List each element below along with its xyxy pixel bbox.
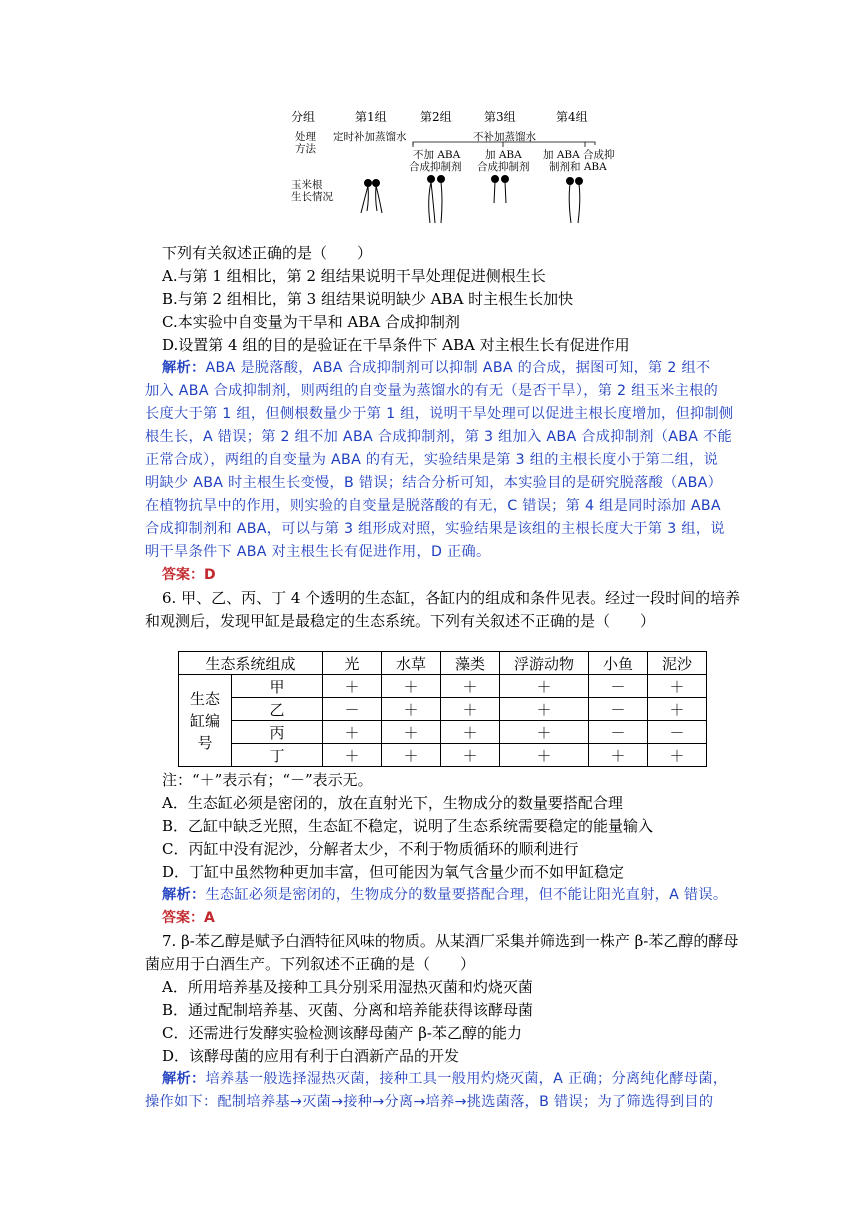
q7-option-d: D．该酵母菌的应用有利于白酒新产品的开发	[162, 1047, 460, 1065]
col-fish: 小鱼	[589, 652, 648, 675]
q7-analysis-line-2: 操作如下：配制培养基→灭菌→接种→分离→培养→挑选菌落，B 错误；为了筛选得到目的	[145, 1094, 714, 1110]
fig-header-g4: 第4组	[556, 110, 588, 124]
q5-option-d: D.设置第 4 组的目的是验证在干旱条件下 ABA 对主根生长有促进作用	[162, 336, 630, 354]
q6-answer: 答案：A	[162, 910, 215, 926]
fig-header-group: 分组	[291, 110, 316, 124]
ecosystem-table	[178, 651, 707, 767]
q6-option-c: C．丙缸中没有泥沙，分解者太少，不利于物质循环的顺利进行	[162, 840, 579, 858]
q7-stem-2: 菌应用于白酒生产。下列叙述不正确的是（ ）	[145, 955, 476, 973]
fig-treatment-g234: 不补加蒸馏水	[473, 131, 536, 143]
q5-analysis-line-8: 合成抑制剂和 ABA，可以与第 3 组形成对照，实验结果是该组的主根长度大于第 3 组，说	[145, 521, 725, 537]
table-header-row	[179, 652, 707, 675]
q5-analysis-line-7: 在植物抗旱中的作用，则实验的自变量是脱落酸的有无，C 错误；第 4 组是同时添加 ABA	[145, 498, 721, 514]
q5-analysis-label: 解析：	[162, 360, 206, 376]
q5-stem: 下列有关叙述正确的是（ ）	[162, 244, 373, 262]
q6-stem-1: 6. 甲、乙、丙、丁 4 个透明的生态缸，各缸内的组成和条件见表。经过一段时间的培养	[162, 589, 741, 607]
q5-analysis-line-4: 根生长，A 错误；第 2 组不加 ABA 合成抑制剂，第 3 组加入 ABA 合成抑制剂（ABA 不能	[145, 429, 733, 445]
root-g3	[492, 176, 509, 204]
fig-drawing	[285, 105, 615, 230]
root-g4	[567, 178, 583, 224]
table-row: 丙 ＋ ＋ ＋ ＋ － －	[179, 721, 707, 744]
root-g1	[361, 180, 382, 214]
q6-option-d: D．丁缸中虽然物种更加丰富，但可能因为氧气含量少而不如甲缸稳定	[162, 863, 625, 881]
q5-option-b: B.与第 2 组相比，第 3 组结果说明缺少 ABA 时主根生长加快	[162, 290, 574, 308]
q5-analysis-line-1: 解析：ABA 是脱落酸，ABA 合成抑制剂可以抑制 ABA 的合成，据图可知，第 2 组不	[162, 360, 711, 376]
table-row: 丁 ＋ ＋ ＋ ＋ ＋ ＋	[179, 744, 707, 767]
q7-option-b: B．通过配制培养基、灭菌、分离和培养能获得该酵母菌	[162, 1001, 534, 1019]
fig-treatment-g1: 定时补加蒸馏水	[333, 131, 407, 143]
q6-stem-2: 和观测后，发现甲缸是最稳定的生态系统。下列有关叙述不正确的是（ ）	[145, 612, 656, 630]
fig-header-g3: 第3组	[484, 110, 516, 124]
q5-option-c: C.本实验中自变量为干旱和 ABA 合成抑制剂	[162, 313, 460, 331]
root-g2	[428, 176, 445, 224]
col-zooplankton: 浮游动物	[500, 652, 589, 675]
fig-header-g1: 第1组	[355, 110, 387, 124]
q7-stem-1: 7. β-苯乙醇是赋予白酒特征风味的物质。从某酒厂采集并筛选到一株产 β-苯乙醇的酵母	[162, 932, 739, 950]
q7-option-c: C．还需进行发酵实验检测该酵母菌产 β-苯乙醇的能力	[162, 1024, 522, 1042]
fig-root-label-2: 生长情况	[291, 191, 333, 203]
col-silt: 泥沙	[648, 652, 707, 675]
q6-option-a: A．生态缸必须是密闭的，放在直射光下，生物成分的数量要搭配合理	[162, 794, 623, 812]
fig-sub-g4-2: 制剂和 ABA	[549, 161, 607, 173]
fig-sub-g2-1: 不加 ABA	[413, 149, 461, 161]
q5-analysis-line-9: 明干旱条件下 ABA 对主根生长有促进作用，D 正确。	[145, 544, 491, 560]
fig-treatment-label-1: 处理	[295, 131, 316, 143]
q5-analysis-line-5: 正常合成），两组的自变量为 ABA 的有无，实验结果是第 3 组的主根长度小于第二组，说	[145, 452, 719, 468]
q7-analysis-line-1: 解析：培养基一般选择湿热灭菌，接种工具一般用灼烧灭菌，A 正确；分离纯化酵母菌，	[162, 1071, 728, 1087]
experiment-figure	[285, 105, 615, 230]
fig-sub-g3-2: 合成抑制剂	[477, 161, 530, 173]
col-light: 光	[323, 652, 382, 675]
col-waterweed: 水草	[382, 652, 441, 675]
fig-sub-g4-1: 加 ABA 合成抑	[543, 149, 615, 161]
fig-treatment-label-2: 方法	[295, 143, 316, 155]
fig-header-g2: 第2组	[420, 110, 452, 124]
q5-analysis-line-3: 长度大于第 1 组，但侧根数量少于第 1 组，说明干旱处理可以促进主根长度增加，但抑制侧	[145, 406, 734, 422]
q6-analysis: 解析：生态缸必须是密闭的，生物成分的数量要搭配合理，但不能让阳光直射，A 错误。	[162, 887, 728, 903]
q7-option-a: A．所用培养基及接种工具分别采用湿热灭菌和灼烧灭菌	[162, 978, 533, 996]
table-row: 乙 － ＋ ＋ ＋ － ＋	[179, 698, 707, 721]
fig-root-label-1: 玉米根	[291, 179, 323, 191]
q5-analysis-line-6: 明缺少 ABA 时主根生长变慢，B 错误；结合分析可知，本实验目的是研究脱落酸（ABA）	[145, 475, 723, 491]
fig-sub-g3-1: 加 ABA	[485, 149, 522, 161]
q6-note: 注：“＋”表示有；“－”表示无。	[162, 771, 373, 789]
table-header-label: 生态系统组成	[179, 652, 323, 675]
table-row: 生态 缸编 号 甲 ＋ ＋ ＋ ＋ － ＋	[179, 675, 707, 698]
q5-answer: 答案：D	[162, 567, 216, 583]
q6-option-b: B．乙缸中缺乏光照，生态缸不稳定，说明了生态系统需要稳定的能量输入	[162, 817, 654, 835]
row-group-label: 生态 缸编 号	[179, 675, 232, 767]
q5-option-a: A.与第 1 组相比，第 2 组结果说明干旱处理促进侧根生长	[162, 267, 546, 285]
col-algae: 藻类	[441, 652, 500, 675]
q5-analysis-line-2: 加入 ABA 合成抑制剂，则两组的自变量为蒸馏水的有无（是否干旱），第 2 组玉米主根的	[145, 383, 719, 399]
fig-sub-g2-2: 合成抑制剂	[409, 161, 462, 173]
